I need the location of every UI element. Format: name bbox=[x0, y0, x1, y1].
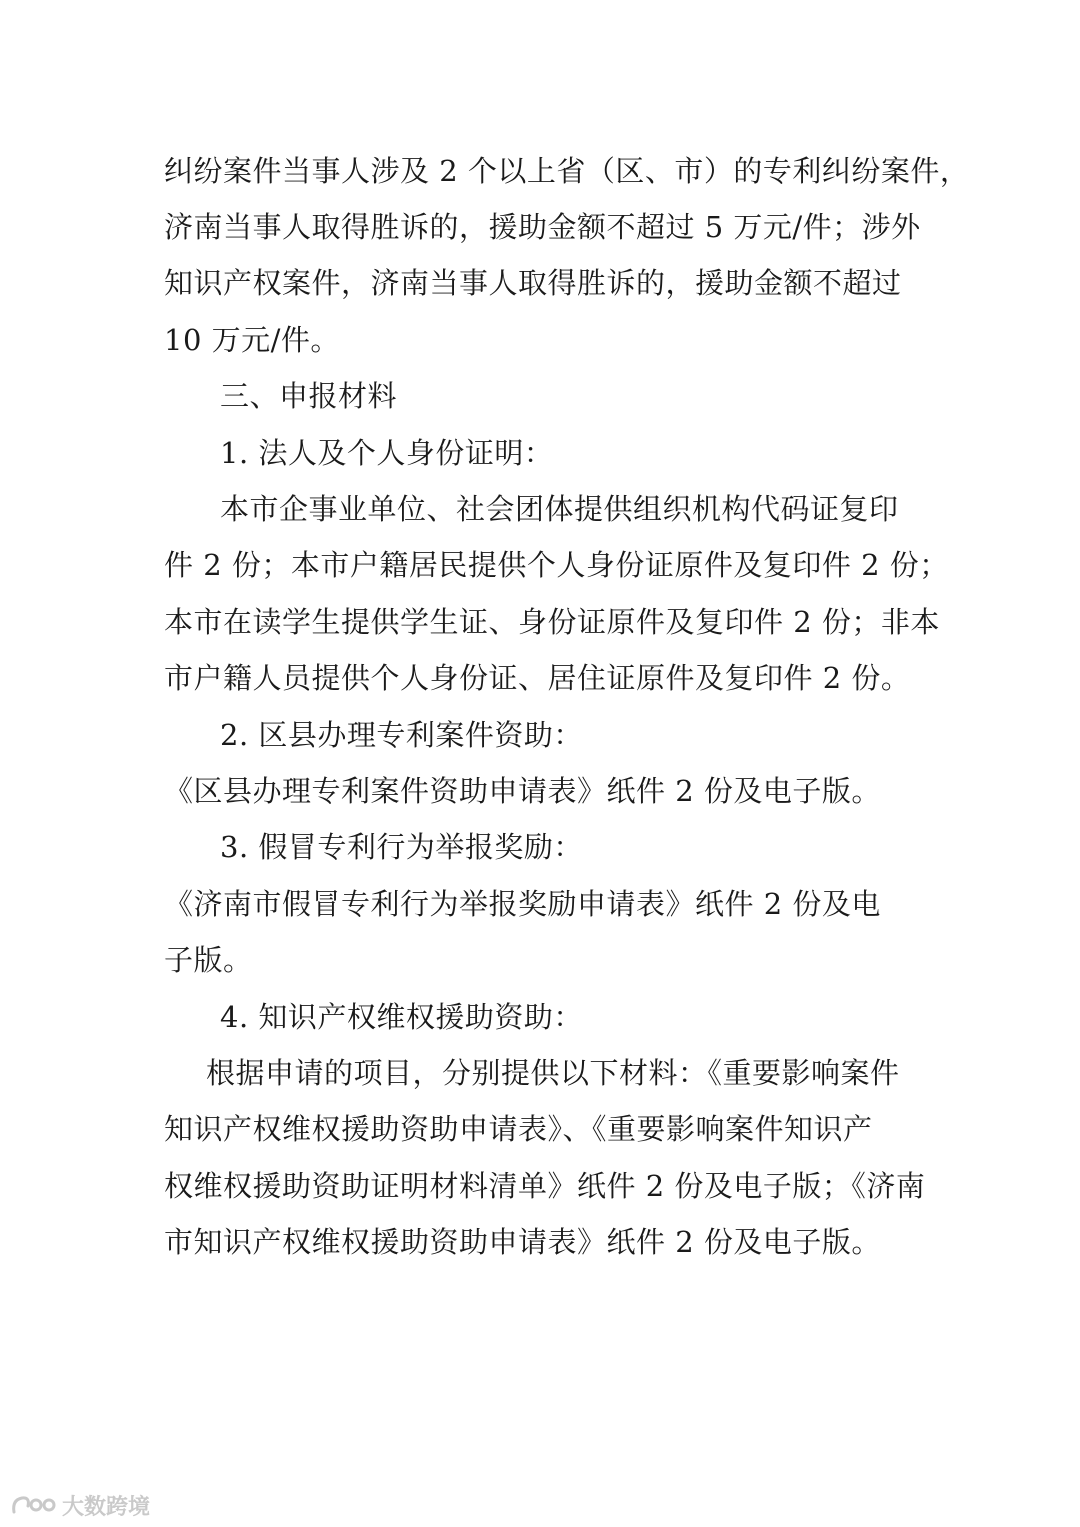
text-line: 济南当事人取得胜诉的，援助金额不超过 5 万元/件；涉外 bbox=[164, 210, 921, 244]
text-line: 子版。 bbox=[164, 943, 253, 977]
text-line: 权维权援助资助证明材料清单》纸件 2 份及电子版；《济南 bbox=[164, 1169, 926, 1203]
text-line: 市户籍人员提供个人身份证、居住证原件及复印件 2 份。 bbox=[164, 661, 911, 695]
text-line: 市知识产权维权援助资助申请表》纸件 2 份及电子版。 bbox=[164, 1225, 881, 1259]
text-line: 知识产权维权援助资助申请表》、《重要影响案件知识产 bbox=[164, 1112, 873, 1146]
text-line: 《区县办理专利案件资助申请表》纸件 2 份及电子版。 bbox=[164, 774, 881, 808]
watermark-logo-icon bbox=[10, 1492, 58, 1518]
section-heading: 三、申报材料 bbox=[220, 379, 398, 413]
watermark-text: 大数跨境 bbox=[62, 1494, 151, 1520]
text-line: 本市在读学生提供学生证、身份证原件及复印件 2 份；非本 bbox=[164, 605, 940, 639]
list-item-heading: 3. 假冒专利行为举报奖励： bbox=[220, 830, 583, 864]
text-line: 知识产权案件，济南当事人取得胜诉的，援助金额不超过 bbox=[164, 266, 902, 300]
list-item-heading: 4. 知识产权维权援助资助： bbox=[220, 1000, 583, 1034]
text-line: 10 万元/件。 bbox=[164, 323, 340, 357]
text-line: 本市企事业单位、社会团体提供组织机构代码证复印 bbox=[220, 492, 899, 526]
text-line: 件 2 份；本市户籍居民提供个人身份证原件及复印件 2 份； bbox=[164, 548, 949, 582]
text-line: 纠纷案件当事人涉及 2 个以上省（区、市）的专利纠纷案件， bbox=[164, 154, 970, 188]
text-line: 根据申请的项目，分别提供以下材料：《重要影响案件 bbox=[206, 1056, 900, 1090]
text-line: 《济南市假冒专利行为举报奖励申请表》纸件 2 份及电 bbox=[164, 887, 881, 921]
list-item-heading: 1. 法人及个人身份证明： bbox=[220, 436, 554, 470]
list-item-heading: 2. 区县办理专利案件资助： bbox=[220, 718, 583, 752]
watermark bbox=[10, 1490, 150, 1520]
